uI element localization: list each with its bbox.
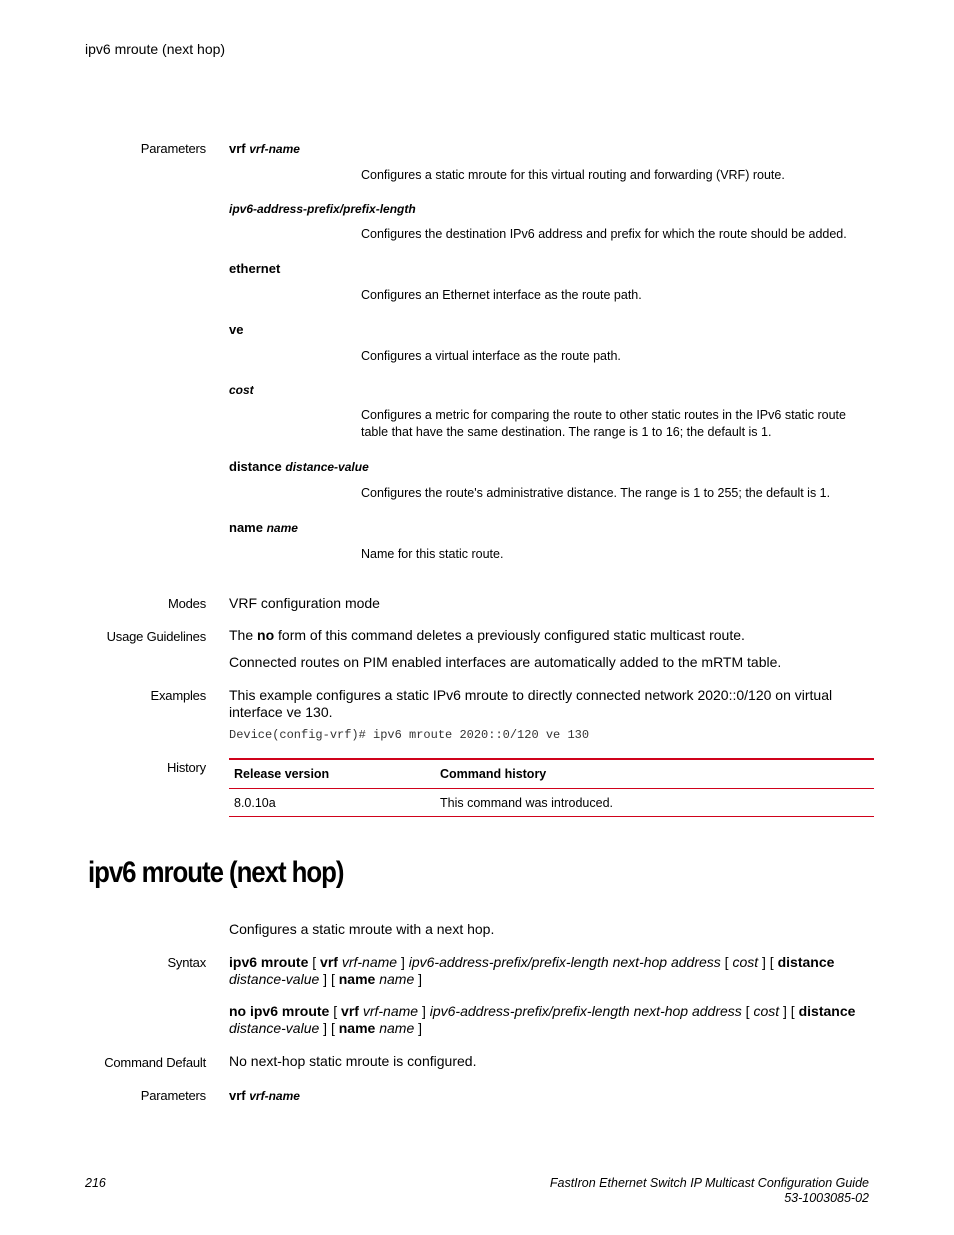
page-number: 216 <box>85 1176 106 1190</box>
parameters-label: Parameters <box>140 141 206 156</box>
modes-text: VRF configuration mode <box>229 595 380 611</box>
command-default-label: Command Default <box>104 1055 206 1070</box>
param-desc-ethernet: Configures an Ethernet interface as the route path. <box>361 288 642 302</box>
history-table <box>229 758 874 817</box>
history-cell-release: 8.0.10a <box>229 789 435 817</box>
syntax-label: Syntax <box>167 955 206 970</box>
param-desc-cost: Configures a metric for comparing the route to other static routes in the IPv6 static route table that have the same destination. The range is 1 to 16; the default is 1. <box>361 408 846 439</box>
param-desc-ve: Configures a virtual interface as the route path. <box>361 349 621 363</box>
section-intro: Configures a static mroute with a next hop. <box>229 921 495 937</box>
param-term-prefix: ipv6-address-prefix/prefix-length <box>229 202 416 216</box>
parameters-label-2: Parameters <box>140 1088 206 1103</box>
history-col-release: Release version <box>229 759 435 789</box>
param-term-vrf: vrf vrf-name <box>229 141 300 156</box>
history-col-command: Command history <box>435 759 874 789</box>
param-desc-name: Name for this static route. <box>361 547 504 561</box>
syntax-line-1: ipv6 mroute [ vrf vrf-name ] ipv6-address-prefix/prefix-length next-hop address [ cost ] [ distance distance-value ] [ name name ] <box>229 954 835 987</box>
param-term-cost: cost <box>229 383 254 397</box>
running-header: ipv6 mroute (next hop) <box>85 41 226 57</box>
param-term-ve: ve <box>229 322 244 337</box>
history-cell-command: This command was introduced. <box>435 789 874 817</box>
modes-label: Modes <box>167 596 206 611</box>
param-term-distance: distance distance-value <box>229 459 369 474</box>
examples-label: Examples <box>150 688 206 703</box>
usage-guidelines-label: Usage Guidelines <box>106 629 206 644</box>
param-term-name: name name <box>229 520 298 535</box>
command-default-text: No next-hop static mroute is configured. <box>229 1053 477 1069</box>
example-text: This example configures a static IPv6 mroute to directly connected network 2020::0/120 on virtual interface ve 130. <box>229 687 833 720</box>
history-label: History <box>166 760 206 775</box>
history-header-row <box>229 759 874 789</box>
usage-paragraph-2: Connected routes on PIM enabled interfaces are automatically added to the mRTM table. <box>229 654 782 670</box>
param-desc-distance: Configures the route's administrative distance. The range is 1 to 255; the default is 1. <box>361 486 831 500</box>
example-code: Device(config-vrf)# ipv6 mroute 2020::0/120 ve 130 <box>229 728 590 742</box>
syntax-line-2: no ipv6 mroute [ vrf vrf-name ] ipv6-address-prefix/prefix-length next-hop address [ cost ] [ distance distance-value ] [ name name ] <box>229 1003 856 1036</box>
usage-paragraph-1: The no form of this command deletes a previously configured static multicast route. <box>229 627 745 643</box>
footer-doc-title: FastIron Ethernet Switch IP Multicast Configuration Guide <box>549 1176 869 1190</box>
param-term-ethernet: ethernet <box>229 261 281 276</box>
table-row <box>229 789 874 817</box>
footer-doc-number: 53-1003085-02 <box>784 1191 869 1205</box>
param-term-vrf-2: vrf vrf-name <box>229 1088 300 1103</box>
param-desc-vrf: Configures a static mroute for this virtual routing and forwarding (VRF) route. <box>361 168 785 182</box>
param-desc-prefix: Configures the destination IPv6 address and prefix for which the route should be added. <box>361 227 847 241</box>
section-title: ipv6 mroute (next hop) <box>88 856 344 889</box>
